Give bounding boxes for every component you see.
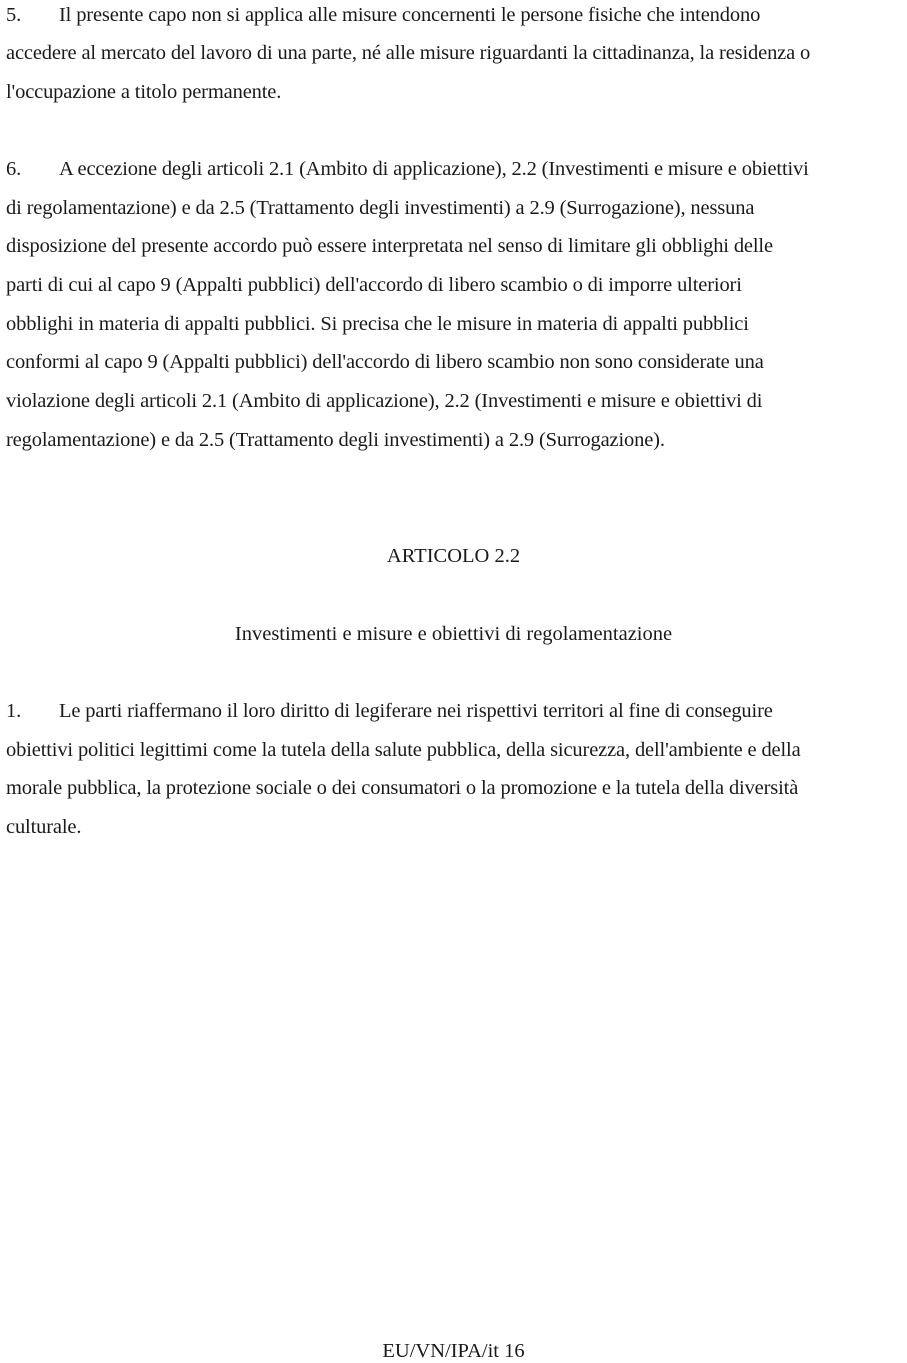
paragraph-line: violazione degli articoli 2.1 (Ambito di applicazione), 2.2 (Investimenti e misure e obiettivi di [6,390,763,412]
paragraph-line: di regolamentazione) e da 2.5 (Trattamento degli investimenti) a 2.9 (Surrogazione), nessuna [6,197,755,219]
line-text: Le parti riaffermano il loro diritto di legiferare nei rispettivi territori al fine di conseguire [59,700,773,722]
paragraph-line: obblighi in materia di appalti pubblici. Si precisa che le misure in materia di appalti pubblici [6,313,749,335]
paragraph-line: l'occupazione a titolo permanente. [6,81,282,103]
paragraph-line: accedere al mercato del lavoro di una parte, né alle misure riguardanti la cittadinanza, la residenza o [6,42,811,64]
paragraph-line: culturale. [6,816,82,838]
article-heading: ARTICOLO 2.2 [386,545,521,567]
paragraph-line: disposizione del presente accordo può essere interpretata nel senso di limitare gli obblighi delle [6,235,773,257]
paragraph-line [6,699,773,723]
article-title: Investimenti e misure e obiettivi di regolamentazione [234,623,673,645]
line-text: A eccezione degli articoli 2.1 (Ambito di applicazione), 2.2 (Investimenti e misure e obiettivi [59,158,809,180]
line-text: Il presente capo non si applica alle misure concernenti le persone fisiche che intendono [59,4,761,26]
paragraph-number: 5. [6,4,22,26]
page-footer-reference: EU/VN/IPA/it 16 [382,1340,525,1362]
paragraph-line: regolamentazione) e da 2.5 (Trattamento degli investimenti) a 2.9 (Surrogazione). [6,429,665,451]
paragraph-number: 1. [6,700,22,722]
paragraph-number: 6. [6,158,22,180]
paragraph-line: obiettivi politici legittimi come la tutela della salute pubblica, della sicurezza, dell'ambiente e della [6,739,801,761]
paragraph-line [6,157,809,181]
paragraph-line: morale pubblica, la protezione sociale o dei consumatori o la promozione e la tutela della diversità [6,777,799,799]
paragraph-line: parti di cui al capo 9 (Appalti pubblici) dell'accordo di libero scambio o di imporre ulteriori [6,274,742,296]
paragraph-line: conformi al capo 9 (Appalti pubblici) dell'accordo di libero scambio non sono considerate una [6,351,764,373]
paragraph-line [6,3,760,27]
